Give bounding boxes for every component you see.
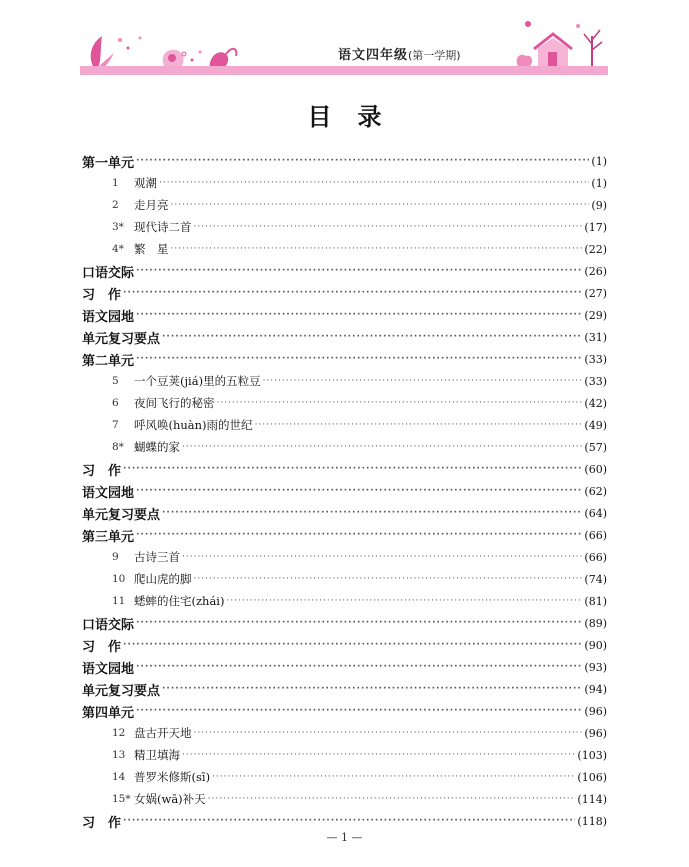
- toc-lesson-row: [82, 238, 607, 260]
- toc-leader-dots: [136, 612, 582, 634]
- toc-leader-dots: [123, 634, 582, 656]
- toc-unit-row: [82, 612, 607, 634]
- toc-page-number: (27): [584, 286, 607, 300]
- toc-page-number: (22): [584, 242, 607, 256]
- toc-unit-row: [82, 656, 607, 678]
- toc-leader-dots: [136, 524, 582, 546]
- toc-page-number: (33): [584, 352, 607, 366]
- toc-leader-dots: [136, 700, 582, 722]
- toc-lesson-row: [82, 788, 607, 810]
- toc-entry-label: 第三单元: [82, 529, 135, 545]
- header-subtitle: (第一学期): [408, 49, 461, 62]
- toc-lesson-row: [82, 370, 607, 392]
- toc-unit-row: [82, 348, 607, 370]
- toc-page-number: (118): [577, 814, 607, 828]
- toc-lesson-number: 14: [112, 771, 126, 783]
- toc-leader-dots: [123, 282, 582, 304]
- toc-page-number: (114): [577, 792, 607, 806]
- toc-leader-dots: [162, 326, 582, 348]
- toc-page-number: (33): [584, 374, 607, 388]
- toc-leader-dots: [136, 348, 582, 370]
- toc-lesson-row: [82, 414, 607, 436]
- flower-decoration-icon: [80, 30, 250, 70]
- toc-unit-row: [82, 810, 607, 832]
- toc-entry-label: 一个豆荚(jiá)里的五粒豆: [134, 374, 261, 388]
- toc-page-number: (93): [584, 660, 607, 674]
- toc-lesson-row: [82, 392, 607, 414]
- toc-entry-label: 呼风唤(huàn)雨的世纪: [134, 418, 253, 432]
- toc-lesson-row: [82, 194, 607, 216]
- toc-lesson-number: 7: [112, 419, 119, 431]
- toc-leader-dots: [162, 678, 582, 700]
- toc-lesson-row: [82, 744, 607, 766]
- toc-page-number: (1): [591, 154, 607, 168]
- header-pink-band: [80, 66, 608, 75]
- toc-unit-row: [82, 634, 607, 656]
- toc-page-number: (66): [584, 528, 607, 542]
- toc-lesson-number: 10: [112, 573, 126, 585]
- page-header: [80, 30, 608, 75]
- toc-lesson-number: 15*: [112, 793, 131, 805]
- toc-lesson-number: 6: [112, 397, 119, 409]
- toc-entry-label: 蝴蝶的家: [134, 440, 180, 454]
- toc-lesson-row: [82, 722, 607, 744]
- toc-entry-label: 爬山虎的脚: [134, 572, 192, 586]
- toc-lesson-number: 13: [112, 749, 126, 761]
- toc-entry-label: 蟋蟀的住宅(zhái): [134, 594, 225, 608]
- toc-entry-label: 口语交际: [82, 265, 135, 281]
- toc-lesson-number: 12: [112, 727, 126, 739]
- toc-lesson-number: 4*: [112, 243, 124, 255]
- toc-entry-label: 口语交际: [82, 617, 135, 633]
- toc-leader-dots: [212, 766, 575, 788]
- toc-page-number: (49): [584, 418, 607, 432]
- header-title: [338, 44, 461, 63]
- toc-entry-label: 普罗米修斯(sī): [134, 770, 211, 784]
- toc-leader-dots: [136, 150, 589, 172]
- toc-unit-row: [82, 282, 607, 304]
- toc-unit-row: [82, 326, 607, 348]
- toc-entry-label: 第四单元: [82, 705, 135, 721]
- toc-unit-row: [82, 700, 607, 722]
- toc-entry-label: 现代诗二首: [134, 220, 192, 234]
- toc-page-number: (81): [584, 594, 607, 608]
- toc-leader-dots: [182, 546, 582, 568]
- toc-leader-dots: [182, 744, 575, 766]
- toc-page-number: (9): [591, 198, 607, 212]
- toc-leader-dots: [171, 238, 583, 260]
- toc-entry-label: 精卫填海: [134, 748, 180, 762]
- toc-page-number: (26): [584, 264, 607, 278]
- toc-page-number: (29): [584, 308, 607, 322]
- toc-lesson-row: [82, 216, 607, 238]
- header-title-text: 语文四年级: [338, 48, 409, 63]
- toc-entry-label: 单元复习要点: [82, 507, 161, 523]
- toc-unit-row: [82, 678, 607, 700]
- toc-lesson-number: 2: [112, 199, 119, 211]
- toc-page-number: (66): [584, 550, 607, 564]
- toc-entry-label: 单元复习要点: [82, 331, 161, 347]
- toc-lesson-row: [82, 766, 607, 788]
- toc-page-number: (60): [584, 462, 607, 476]
- toc-page-number: (1): [591, 176, 607, 190]
- toc-entry-label: 单元复习要点: [82, 683, 161, 699]
- toc-lesson-number: 3*: [112, 221, 124, 233]
- table-of-contents: [82, 150, 607, 832]
- toc-page-number: (62): [584, 484, 607, 498]
- toc-lesson-row: [82, 172, 607, 194]
- toc-entry-label: 女娲(wā)补天: [134, 792, 206, 806]
- toc-leader-dots: [182, 436, 582, 458]
- toc-leader-dots: [159, 172, 589, 194]
- toc-page-number: (106): [577, 770, 607, 784]
- toc-leader-dots: [136, 480, 582, 502]
- toc-page-number: (96): [584, 726, 607, 740]
- toc-lesson-number: 11: [112, 595, 126, 607]
- toc-leader-dots: [208, 788, 576, 810]
- toc-leader-dots: [123, 810, 575, 832]
- toc-lesson-row: [82, 568, 607, 590]
- toc-entry-label: 走月亮: [134, 198, 169, 212]
- toc-lesson-number: 8*: [112, 441, 124, 453]
- toc-unit-row: [82, 260, 607, 282]
- page-number: — 1 —: [326, 831, 363, 844]
- toc-leader-dots: [171, 194, 590, 216]
- toc-unit-row: [82, 524, 607, 546]
- toc-leader-dots: [217, 392, 583, 414]
- toc-page-number: (96): [584, 704, 607, 718]
- toc-entry-label: 习 作: [82, 287, 122, 303]
- toc-unit-row: [82, 480, 607, 502]
- toc-lesson-number: 9: [112, 551, 119, 563]
- toc-page-number: (89): [584, 616, 607, 630]
- toc-entry-label: 第二单元: [82, 353, 135, 369]
- toc-page-number: (74): [584, 572, 607, 586]
- toc-unit-row: [82, 502, 607, 524]
- toc-entry-label: 习 作: [82, 815, 122, 831]
- page-title: 目录: [307, 103, 408, 131]
- toc-entry-label: 夜间飞行的秘密: [134, 396, 215, 410]
- toc-lesson-row: [82, 436, 607, 458]
- toc-leader-dots: [194, 568, 583, 590]
- toc-entry-label: 语文园地: [82, 485, 135, 501]
- toc-entry-label: 语文园地: [82, 661, 135, 677]
- toc-lesson-number: 1: [112, 177, 119, 189]
- toc-page-number: (94): [584, 682, 607, 696]
- toc-entry-label: 第一单元: [82, 155, 135, 171]
- toc-entry-label: 繁 星: [134, 242, 169, 256]
- toc-lesson-row: [82, 546, 607, 568]
- toc-page-number: (90): [584, 638, 607, 652]
- toc-lesson-number: 5: [112, 375, 119, 387]
- toc-unit-row: [82, 150, 607, 172]
- toc-entry-label: 语文园地: [82, 309, 135, 325]
- toc-leader-dots: [194, 722, 583, 744]
- toc-page-number: (31): [584, 330, 607, 344]
- toc-entry-label: 古诗三首: [134, 550, 180, 564]
- toc-unit-row: [82, 458, 607, 480]
- toc-lesson-row: [82, 590, 607, 612]
- toc-leader-dots: [136, 260, 582, 282]
- toc-leader-dots: [226, 590, 582, 612]
- toc-leader-dots: [136, 304, 582, 326]
- toc-leader-dots: [255, 414, 583, 436]
- toc-unit-row: [82, 304, 607, 326]
- toc-leader-dots: [194, 216, 583, 238]
- toc-entry-label: 习 作: [82, 463, 122, 479]
- toc-page-number: (57): [584, 440, 607, 454]
- house-tree-decoration-icon: [508, 18, 608, 68]
- toc-entry-label: 习 作: [82, 639, 122, 655]
- toc-leader-dots: [136, 656, 582, 678]
- toc-entry-label: 盘古开天地: [134, 726, 192, 740]
- toc-entry-label: 观潮: [134, 176, 157, 190]
- toc-page-number: (64): [584, 506, 607, 520]
- toc-page-number: (42): [584, 396, 607, 410]
- toc-leader-dots: [263, 370, 583, 392]
- toc-page-number: (103): [577, 748, 607, 762]
- toc-leader-dots: [162, 502, 582, 524]
- toc-leader-dots: [123, 458, 582, 480]
- toc-page-number: (17): [584, 220, 607, 234]
